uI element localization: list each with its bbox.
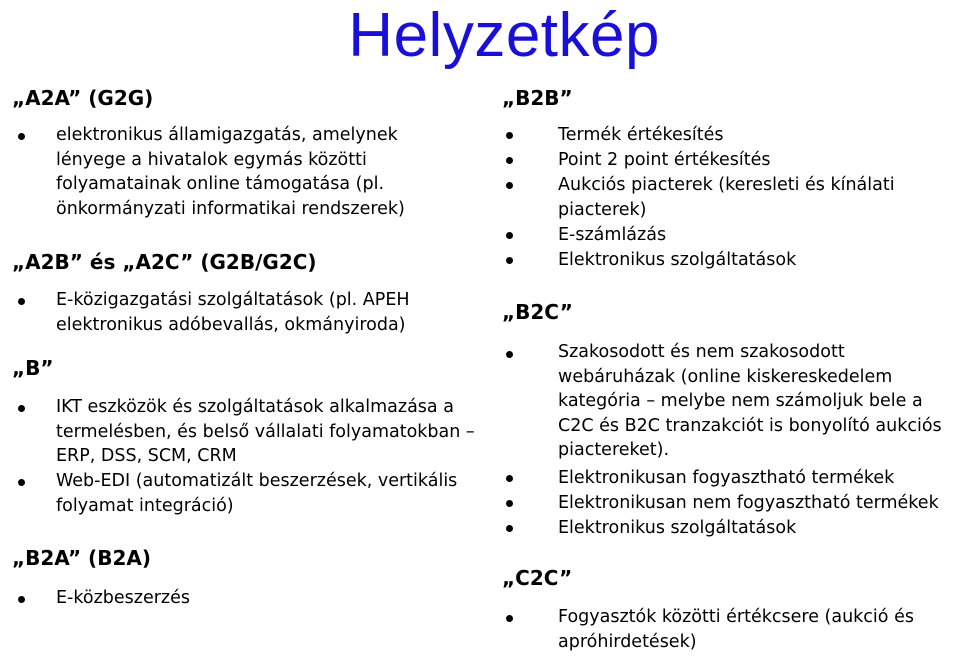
heading-b2b: „B2B” [502,86,573,110]
list-item-b2c-2: Elektronikusan nem fogyasztható termékek [558,493,939,513]
list-item-b2b-1: Point 2 point értékesítés [558,150,771,170]
bullet-icon [506,351,513,358]
bullet-icon [18,479,25,486]
bullet-icon [18,133,25,140]
list-item-b2b-3: E-számlázás [558,225,667,245]
bullet-icon [506,525,513,532]
heading-b: „B” [12,356,54,380]
bullet-icon [506,182,513,189]
list-item-b2a-0: E-közbeszerzés [56,588,190,608]
bullet-icon [506,475,513,482]
bullet-icon [506,615,513,622]
heading-b2c: „B2C” [502,300,573,324]
list-item-a2b-0: E-közigazgatási szolgáltatások (pl. APEH elektronikus adóbevallás, okmányiroda) [56,290,410,335]
heading-a2b-a2c: „A2B” és „A2C” (G2B/G2C) [12,250,317,274]
heading-c2c: „C2C” [502,566,573,590]
bullet-icon [506,132,513,139]
bullet-icon [506,257,513,264]
bullet-icon [506,232,513,239]
bullet-icon [18,596,25,603]
list-item-b-1: Web-EDI (automatizált beszerzések, vertikális folyamat integráció) [56,471,458,516]
list-item-b2b-2: Aukciós piacterek (keresleti és kínálati piacterek) [558,175,895,220]
bullet-icon [506,500,513,507]
list-item-b-0: IKT eszközök és szolgáltatások alkalmazása a termelésben, és belső vállalati folyamatokban – ERP, DSS, SCM, CRM [56,397,475,466]
bullet-icon [18,298,25,305]
list-item-b2c-3: Elektronikus szolgáltatások [558,518,797,538]
list-item-b2b-0: Termék értékesítés [558,125,724,145]
heading-a2a: „A2A” (G2G) [12,86,154,110]
heading-b2a: „B2A” (B2A) [12,546,151,570]
page-title: Helyzetkép [348,1,660,70]
list-item-b2b-4: Elektronikus szolgáltatások [558,250,797,270]
list-item-b2c-1: Elektronikusan fogyasztható termékek [558,468,895,488]
bullet-icon [506,157,513,164]
list-item-b2c-0: Szakosodott és nem szakosodott webáruházak (online kiskereskedelem kategória – melybe nem számoljuk bele a C2C és B2C tranzakciót is bonyolító aukciós piactereket). [558,342,942,460]
list-item-a2a-0: elektronikus államigazgatás, amelynek lényege a hivatalok egymás közötti folyamatainak online támogatása (pl. önkormányzati informatikai rendszerek) [56,125,405,219]
list-item-c2c-0: Fogyasztók közötti értékcsere (aukció és apróhirdetések) [558,607,914,652]
bullet-icon [18,405,25,412]
